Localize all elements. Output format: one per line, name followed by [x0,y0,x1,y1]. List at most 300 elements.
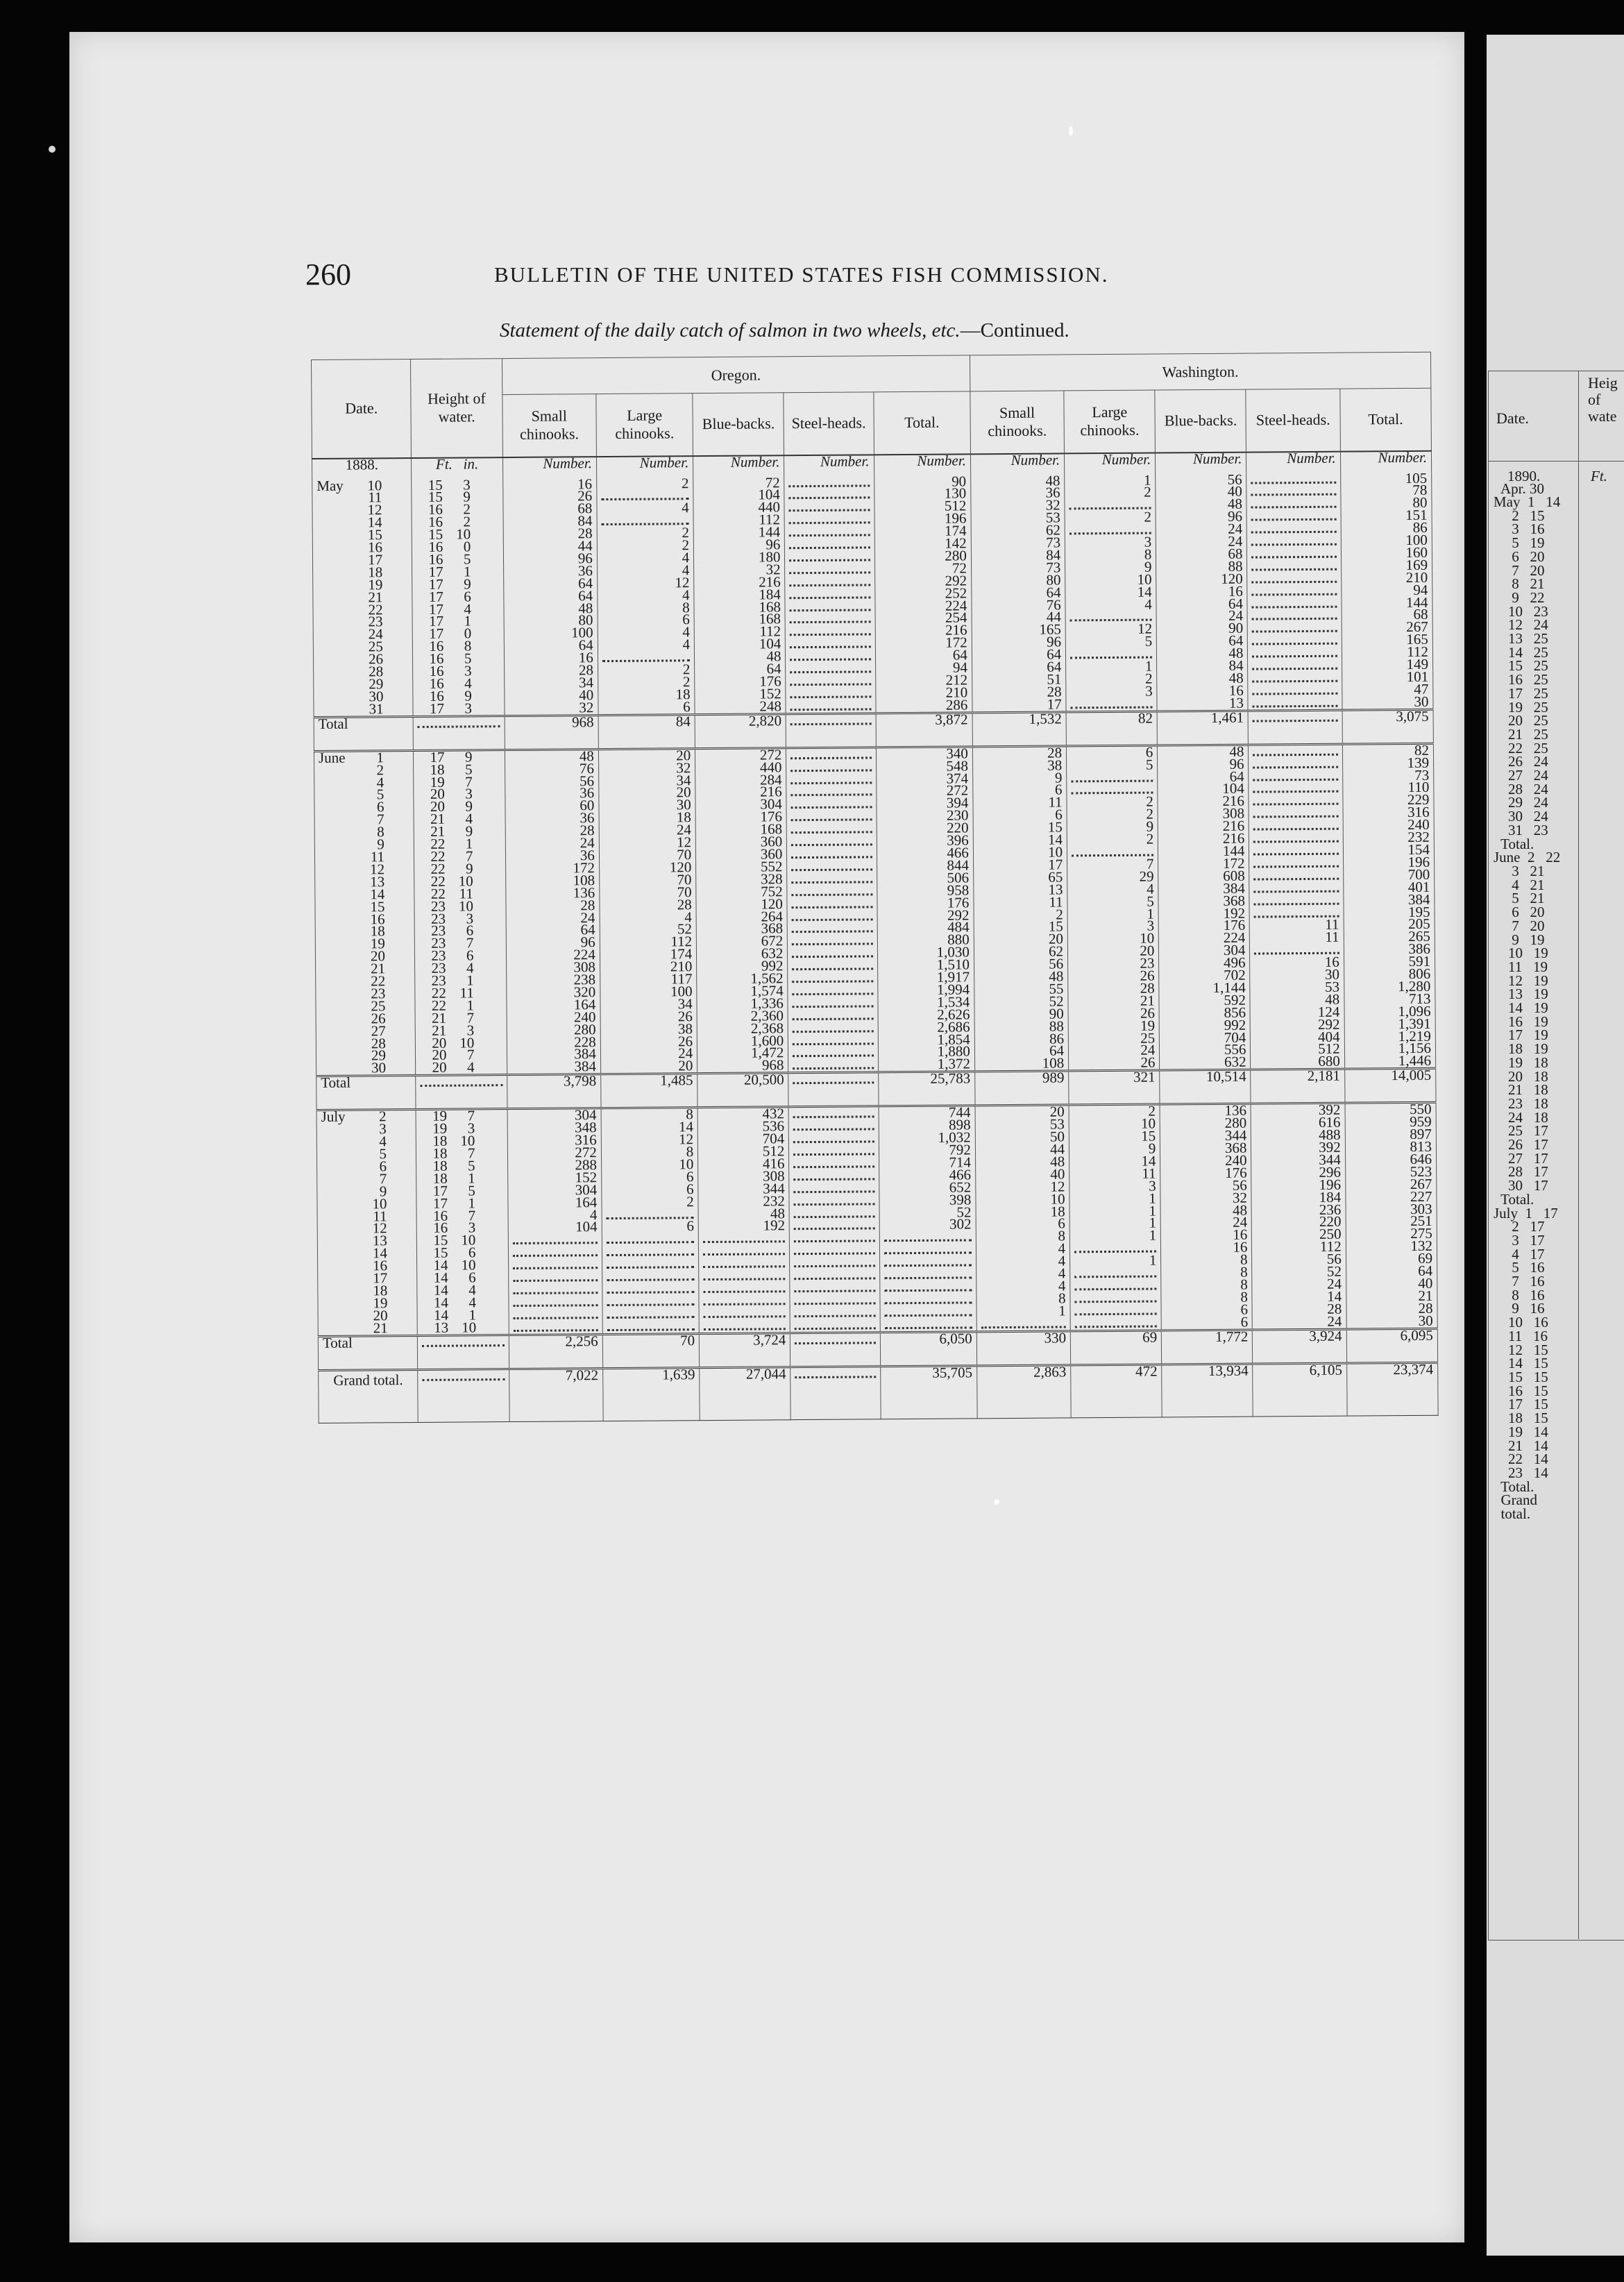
wa-blue-total: 1,772 [1162,1330,1253,1364]
wa-steel-cell: 512 [1251,1043,1344,1056]
wa-total-header: Total. [1340,388,1432,451]
empty-cell [1065,499,1156,512]
empty-cell [785,588,874,601]
facing-units: Ft. [1591,468,1607,484]
or-small-cell: 4 [508,1209,602,1222]
height-ft: 16 [429,637,444,655]
wa-steel-cell: 344 [1251,1154,1345,1167]
height-ft: 20 [432,1059,447,1076]
wa-blue-cell: 64 [1157,635,1248,648]
or-total-cell: 292 [877,909,974,922]
wa-large-cell: 28 [1068,982,1159,995]
empty-cell [1249,857,1343,870]
or-blue-cell: 1,574 [697,985,788,998]
or-total-cell: 880 [877,934,974,947]
height-cell [416,1182,507,1199]
dot-leader [794,1233,874,1243]
or-large-cell: 12 [601,1133,697,1147]
empty-cell [786,650,875,664]
empty-cell [787,885,877,898]
empty-cell [879,1281,976,1294]
empty-cell [1247,597,1341,610]
height-cell [414,810,505,828]
height-ft: 20 [432,1047,447,1064]
dot-leader [1252,585,1337,595]
dot-leader [1070,649,1152,659]
wa-blue-cell: 64 [1158,770,1249,784]
or-total-cell: 212 [875,674,972,687]
dot-leader [792,898,872,908]
date-cell [318,1307,418,1324]
dot-leader [1253,808,1338,818]
wa-blue-cell: 48 [1160,1204,1251,1217]
height-cell [413,652,504,666]
or-large-cell: 2 [598,676,695,689]
height-in: 10 [461,1256,476,1274]
or-small-cell: 272 [507,1147,601,1160]
wa-small-cell: 86 [974,1033,1068,1046]
or-small-cell: 36 [503,565,597,578]
dot-leader [1251,511,1336,521]
dot-leader [793,1133,874,1143]
empty-cell [789,1144,879,1158]
height-ft: 21 [432,1022,447,1039]
wa-small-cell: 38 [972,759,1066,772]
wa-small-cell: 4 [976,1280,1070,1293]
facing-table-divider [1578,371,1579,1939]
wa-steel-cell: 250 [1252,1228,1346,1242]
wa-steel-cell: 30 [1250,969,1344,982]
wa-large-cell: 1 [1069,1217,1160,1231]
wa-steel-cell: 11 [1250,931,1344,945]
dot-leader [1075,1305,1157,1315]
wa-steel-cell: 112 [1252,1241,1346,1254]
height-cell [417,1256,508,1274]
height-ft: 23 [430,910,446,927]
or-blue-cell: 216 [694,576,785,589]
dot-leader [884,1294,972,1304]
day-label: 23 [368,613,383,630]
or-small-cell: 36 [505,812,599,825]
dot-leader [795,1334,875,1344]
or-total-cell: 340 [876,747,973,761]
wa-large-cell: 3 [1069,1180,1160,1193]
table-caption [500,319,1069,342]
height-ft: 22 [430,835,446,852]
height-cell [413,637,504,655]
or-total-grand-total: 35,705 [880,1365,977,1419]
empty-cell [1066,648,1157,661]
day-label: 22 [371,972,386,990]
empty-cell [790,1232,879,1245]
or-small-cell: 240 [507,1011,600,1024]
wa-total-cell: 40 [1346,1278,1437,1291]
or-total-cell: 280 [874,550,972,563]
dot-leader [793,1158,874,1168]
dot-leader [704,1308,786,1318]
wa-small-total: 989 [975,1071,1069,1106]
date-cell [318,1282,418,1299]
wa-blue-cell: 48 [1157,648,1248,661]
wa-total-cell: 28 [1346,1302,1437,1315]
wa-steel-grand-total: 6,105 [1253,1363,1347,1417]
day-label: 24 [368,625,383,643]
height-in: 2 [463,513,471,530]
wa-blue-total: 10,514 [1160,1070,1251,1104]
day-label: 7 [379,1170,387,1188]
height-ft: 22 [430,885,446,902]
or-blue-cell: 632 [697,947,788,961]
empty-cell [788,1072,878,1107]
height-in: 3 [465,785,473,802]
or-large-total: 70 [602,1333,700,1368]
empty-cell [879,1244,976,1257]
or-large-cell: 34 [600,998,697,1011]
empty-cell [790,1319,880,1333]
or-small-cell: 136 [505,887,599,900]
dot-leader [794,1195,874,1206]
wa-small-cell: 53 [971,512,1065,525]
wa-large-cell: 25 [1068,1032,1159,1045]
dot-leader [1074,1268,1156,1278]
wa-total-cell: 101 [1342,671,1432,684]
date-cell [318,1269,418,1287]
height-in: 4 [464,675,472,692]
empty-cell [1248,634,1342,648]
height-ft: 22 [430,872,446,890]
dot-leader [1252,623,1337,633]
wa-steel-total: 3,924 [1253,1329,1347,1364]
empty-cell [1249,881,1343,895]
height-in: 5 [464,650,472,667]
height-in: 7 [467,1107,475,1124]
dot-leader [794,1220,874,1231]
dot-leader [790,601,870,611]
height-in: 0 [464,625,472,642]
wa-total-cell: 265 [1344,931,1435,944]
date-cell [316,1110,416,1124]
height-in: 5 [468,1182,475,1199]
height-ft: 21 [430,810,446,828]
height-ft: 14 [433,1294,449,1311]
day-label: 8 [377,823,384,840]
or-large-cell: 117 [600,973,697,986]
height-ft: 16 [429,650,444,668]
or-total-cell: 958 [877,884,974,897]
wa-total-cell: 160 [1341,547,1432,560]
dot-leader [513,1271,598,1282]
day-label: 5 [379,1145,387,1163]
height-ft: 16 [429,662,444,679]
empty-cell [784,489,874,502]
empty-cell [1070,1304,1161,1317]
empty-cell [1070,1292,1161,1305]
day-label: 10 [367,476,382,493]
height-cell [412,550,503,568]
or-large-cell: 30 [599,799,695,812]
or-blue-cell: 672 [697,936,788,949]
or-small-cell: 64 [503,577,597,591]
or-blue-cell: 216 [695,786,786,800]
dot-leader [703,1233,785,1244]
height-cell [412,588,503,605]
empty-cell [1248,696,1342,710]
or-small-cell: 64 [506,924,600,938]
wa-blue-cell: 632 [1160,1056,1251,1070]
wa-blue-cell: 1,144 [1159,982,1250,995]
wa-total-cell: 144 [1342,596,1432,609]
empty-cell [509,1308,602,1321]
wa-total-cell: 227 [1346,1190,1437,1203]
height-cell [416,1009,507,1026]
or-total-cell: 844 [877,859,974,872]
or-blue-cell: 144 [693,526,784,539]
dot-leader [1251,523,1336,534]
dot-leader [1253,758,1338,768]
caption-text: Statement of the daily catch of salmon in two wheels, etc. [500,319,961,341]
dot-leader [790,663,870,673]
empty-cell [418,1369,509,1422]
height-cell [413,662,504,679]
dot-leader [789,564,870,574]
in-unit: in. [463,455,479,472]
day-label: 19 [370,935,385,952]
or-total-total: 3,872 [876,713,973,747]
height-ft: 15 [428,525,443,543]
empty-cell [508,1271,602,1284]
wa-large-cell: 21 [1068,995,1159,1008]
or-total-cell: 1,534 [877,996,974,1009]
height-cell [415,924,506,938]
empty-cell [1246,473,1340,486]
date-cell [317,1170,417,1188]
height-cell [412,538,503,555]
height-in: 1 [468,1194,476,1212]
or-small-cell: 28 [503,527,597,541]
empty-cell [786,687,875,700]
height-ft: 16 [429,675,444,692]
empty-cell [1249,744,1342,758]
dot-leader [791,848,872,859]
or-steel-header: Steel-heads. [784,392,874,455]
wa-blue-cell: 48 [1158,745,1249,759]
day-label: 21 [368,588,383,606]
date-cell [317,1182,417,1200]
empty-cell [1246,498,1340,511]
or-large-cell: 52 [600,924,696,937]
wa-large-cell: 10 [1069,1118,1160,1131]
empty-cell [790,1332,880,1367]
empty-cell [602,1258,698,1271]
or-small-cell: 32 [505,702,598,716]
empty-cell [602,1270,699,1283]
date-cell [312,541,412,555]
empty-cell [508,1246,602,1259]
or-total-header: Total. [873,391,970,455]
wa-blue-cell: 16 [1161,1229,1252,1242]
wa-blue-cell: 56 [1156,473,1246,487]
empty-cell [1249,845,1343,858]
height-ft: 21 [431,1009,447,1026]
date-cell [316,1145,416,1163]
day-label: 25 [371,997,386,1015]
wa-blue-cell: 120 [1156,573,1247,586]
dot-leader [1254,870,1339,880]
empty-cell [1249,757,1342,770]
dot-leader [790,749,871,759]
or-large-cell: 28 [600,899,696,912]
or-large-cell: 70 [600,874,696,887]
date-cell [316,1010,416,1027]
date-cell [317,1232,417,1249]
wa-large-total: 69 [1070,1330,1161,1365]
height-cell [414,748,505,766]
wa-total-cell: 151 [1341,509,1432,523]
day-label: 12 [370,861,385,878]
dot-leader [792,948,872,958]
dot-leader [607,1283,694,1294]
day-label: 12 [367,501,382,518]
height-ft: 13 [434,1319,449,1336]
day-label: 28 [369,663,384,680]
wa-blue-cell: 24 [1156,610,1247,623]
date-cell [313,576,413,593]
date-cell [312,491,412,505]
scan-speck [994,1499,999,1505]
dot-leader [795,1282,875,1292]
day-label: 11 [370,848,385,865]
or-total-cell: 744 [879,1106,976,1119]
total-label: Total [314,716,414,751]
dot-leader [704,1320,786,1330]
wa-steel-cell: 53 [1250,981,1344,995]
wa-total-cell: 550 [1345,1102,1436,1116]
wa-large-cell: 3 [1066,685,1157,698]
or-total-cell: 792 [879,1144,976,1157]
empty-cell [1249,832,1343,845]
date-cell [315,885,415,903]
empty-cell [1248,672,1342,685]
day-label: 21 [371,960,386,977]
height-ft: 17 [429,700,445,717]
wa-large-cell: 10 [1067,933,1158,946]
day-label: 14 [372,1244,388,1262]
wa-blue-cell: 13 [1157,697,1248,711]
or-blue-cell: 264 [696,911,787,924]
or-blue-cell: 72 [693,477,784,490]
height-in: 9 [465,797,473,815]
wa-total-cell: 73 [1342,769,1433,782]
wa-total-cell: 105 [1340,472,1431,485]
or-total-cell: 224 [874,600,972,613]
wa-total-cell: 195 [1344,906,1435,919]
wa-blue-cell: 48 [1157,673,1248,686]
wa-blue-cell: 8 [1161,1279,1252,1292]
or-blue-cell: 752 [696,886,787,899]
wa-small-cell: 11 [974,896,1067,909]
empty-cell [508,1258,602,1271]
wa-steel-total: 2,181 [1251,1069,1345,1104]
empty-cell [785,575,874,589]
wa-small-cell: 76 [972,599,1065,612]
dot-leader [790,688,871,698]
date-cell [318,1257,418,1274]
empty-cell [602,1208,698,1222]
wa-small-cell: 14 [973,834,1067,847]
or-large-cell: 10 [601,1158,697,1172]
or-small-cell: 288 [507,1159,601,1172]
or-large-cell: 26 [600,1036,697,1049]
or-small-cell: 80 [504,615,598,628]
wa-total-cell: 196 [1343,856,1434,870]
height-cell [418,1321,509,1335]
day-label: 14 [367,514,382,531]
empty-cell [1248,622,1342,635]
or-total-cell: 210 [875,686,972,700]
height-in: 4 [466,1058,475,1076]
wa-small-cell: 20 [974,933,1067,947]
year-cell: 1888. [312,457,412,480]
height-ft: 19 [430,773,445,791]
height-ft: 17 [432,1194,448,1212]
height-ft: 23 [430,897,446,915]
height-cell [416,1194,507,1212]
wa-steel-cell: 488 [1251,1129,1345,1142]
day-label: 15 [370,897,385,915]
day-label: 18 [373,1282,388,1299]
date-cell [316,960,416,977]
or-blue-cell: 328 [696,873,787,886]
wa-blue-cell: 136 [1160,1104,1251,1117]
wa-total-cell: 251 [1346,1215,1437,1228]
dot-leader [607,1308,694,1319]
wa-large-cell: 2 [1069,1104,1160,1118]
day-label: 12 [372,1219,387,1237]
or-total-cell: 374 [876,772,973,786]
empty-cell [1249,795,1342,808]
height-cell [416,1169,507,1187]
day-label: 21 [373,1319,388,1337]
date-cell [314,761,414,778]
wa-blue-cell: 992 [1159,1019,1250,1032]
wa-small-cell: 40 [976,1168,1069,1181]
or-large-cell: 4 [597,564,693,577]
height-cell [416,1058,507,1076]
dot-leader [513,1321,598,1332]
wa-small-cell: 48 [975,1156,1069,1169]
dot-leader [601,515,688,525]
wa-steel-cell: 16 [1250,956,1344,970]
empty-cell [1070,1279,1161,1292]
date-cell [314,823,414,840]
height-in: 3 [467,1119,475,1137]
or-large-cell: 4 [598,589,694,602]
dot-leader [513,1259,598,1269]
height-in: 3 [464,700,473,717]
height-in: 7 [468,1206,476,1224]
date-cell [313,650,413,668]
or-total-cell: 714 [879,1156,976,1169]
or-small-cell: 36 [505,850,599,863]
empty-cell [597,514,693,527]
date-cell [313,638,413,655]
dot-leader [1074,1243,1156,1253]
height-cell [415,949,506,963]
dot-leader [793,1060,873,1070]
or-blue-cell: 176 [695,811,786,824]
day-label: 18 [368,564,383,581]
or-total-cell: 254 [875,612,972,625]
